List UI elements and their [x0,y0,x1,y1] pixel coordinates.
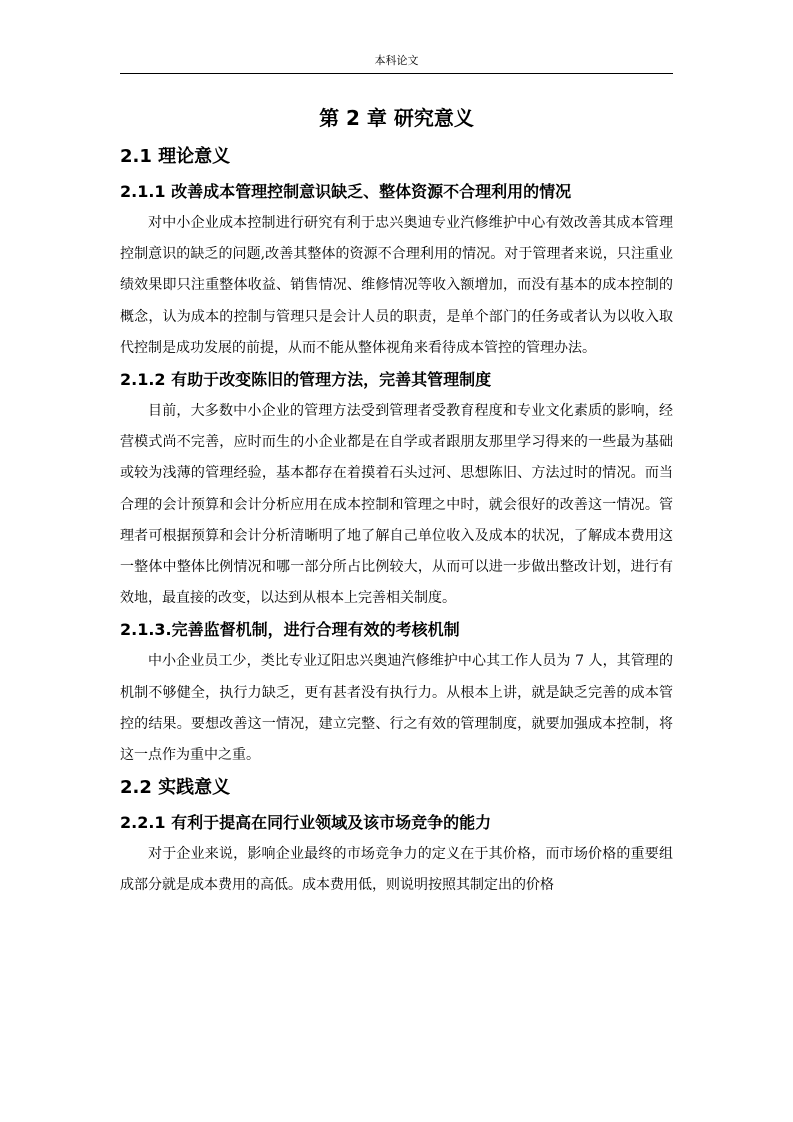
paragraph-2-1-1: 对中小企业成本控制进行研究有利于忠兴奥迪专业汽修维护中心有效改善其成本管理控制意识的缺乏的问题,改善其整体的资源不合理利用的情况。对于管理者来说，只注重业绩效果即只注重整体收益、销售情况、维修情况等收入额增加，而没有基本的成本控制的概念，认为成本的控制与管理只是会计人员的职责，是单个部门的任务或者认为以收入取代控制是成功发展的前提，从而不能从整体视角来看待成本管控的管理办法。 [120,215,673,356]
page-body [120,96,673,902]
header-rule [120,73,673,74]
chapter-title: 第 2 章 研究意义 [319,106,474,130]
running-header: 本科论文 [374,54,419,67]
section-heading-2-1-2: 2.1.2 有助于改变陈旧的管理方法，完善其管理制度 [120,370,492,390]
section-heading-2-1-1: 2.1.1 改善成本管理控制意识缺乏、整体资源不合理利用的情况 [120,182,572,201]
paragraph-2-2-1: 对于企业来说，影响企业最终的市场竞争力的定义在于其价格，而市场价格的重要组成部分就是成本费用的高低。成本费用低，则说明按照其制定出的价格 [120,846,673,894]
paragraph-2-1-3: 中小企业员工少，类比专业辽阳忠兴奥迪汽修维护中心其工作人员为 7 人，其管理的机制不够健全，执行力缺乏，更有甚者没有执行力。从根本上讲，就是缺乏完善的成本管控的结果。要想改善这一情况，建立完整、行之有效的管理制度，就要加强成本控制，将这一点作为重中之重。 [120,653,673,764]
paragraph-2-1-2: 目前，大多数中小企业的管理方法受到管理者受教育程度和专业文化素质的影响，经营模式尚不完善，应时而生的小企业都是在自学或者跟朋友那里学习得来的一些最为基础或较为浅薄的管理经验，基本都存在着摸着石头过河、思想陈旧、方法过时的情况。而当合理的会计预算和会计分析应用在成本控制和管理之中时，就会很好的改善这一情况。管理者可根据预算和会计分析清晰明了地了解自己单位收入及成本的状况，了解成本费用这一整体中整体比例情况和哪一部分所占比例较大，从而可以进一步做出整改计划，进行有效地，最直接的改变，以达到从根本上完善相关制度。 [120,403,673,607]
section-heading-2-2: 2.2 实践意义 [120,777,231,799]
section-heading-2-1: 2.1 理论意义 [120,146,231,167]
section-heading-2-1-3: 2.1.3.完善监督机制，进行合理有效的考核机制 [120,620,460,640]
section-heading-2-2-1: 2.2.1 有利于提高在同行业领域及该市场竞争的能力 [120,813,492,833]
